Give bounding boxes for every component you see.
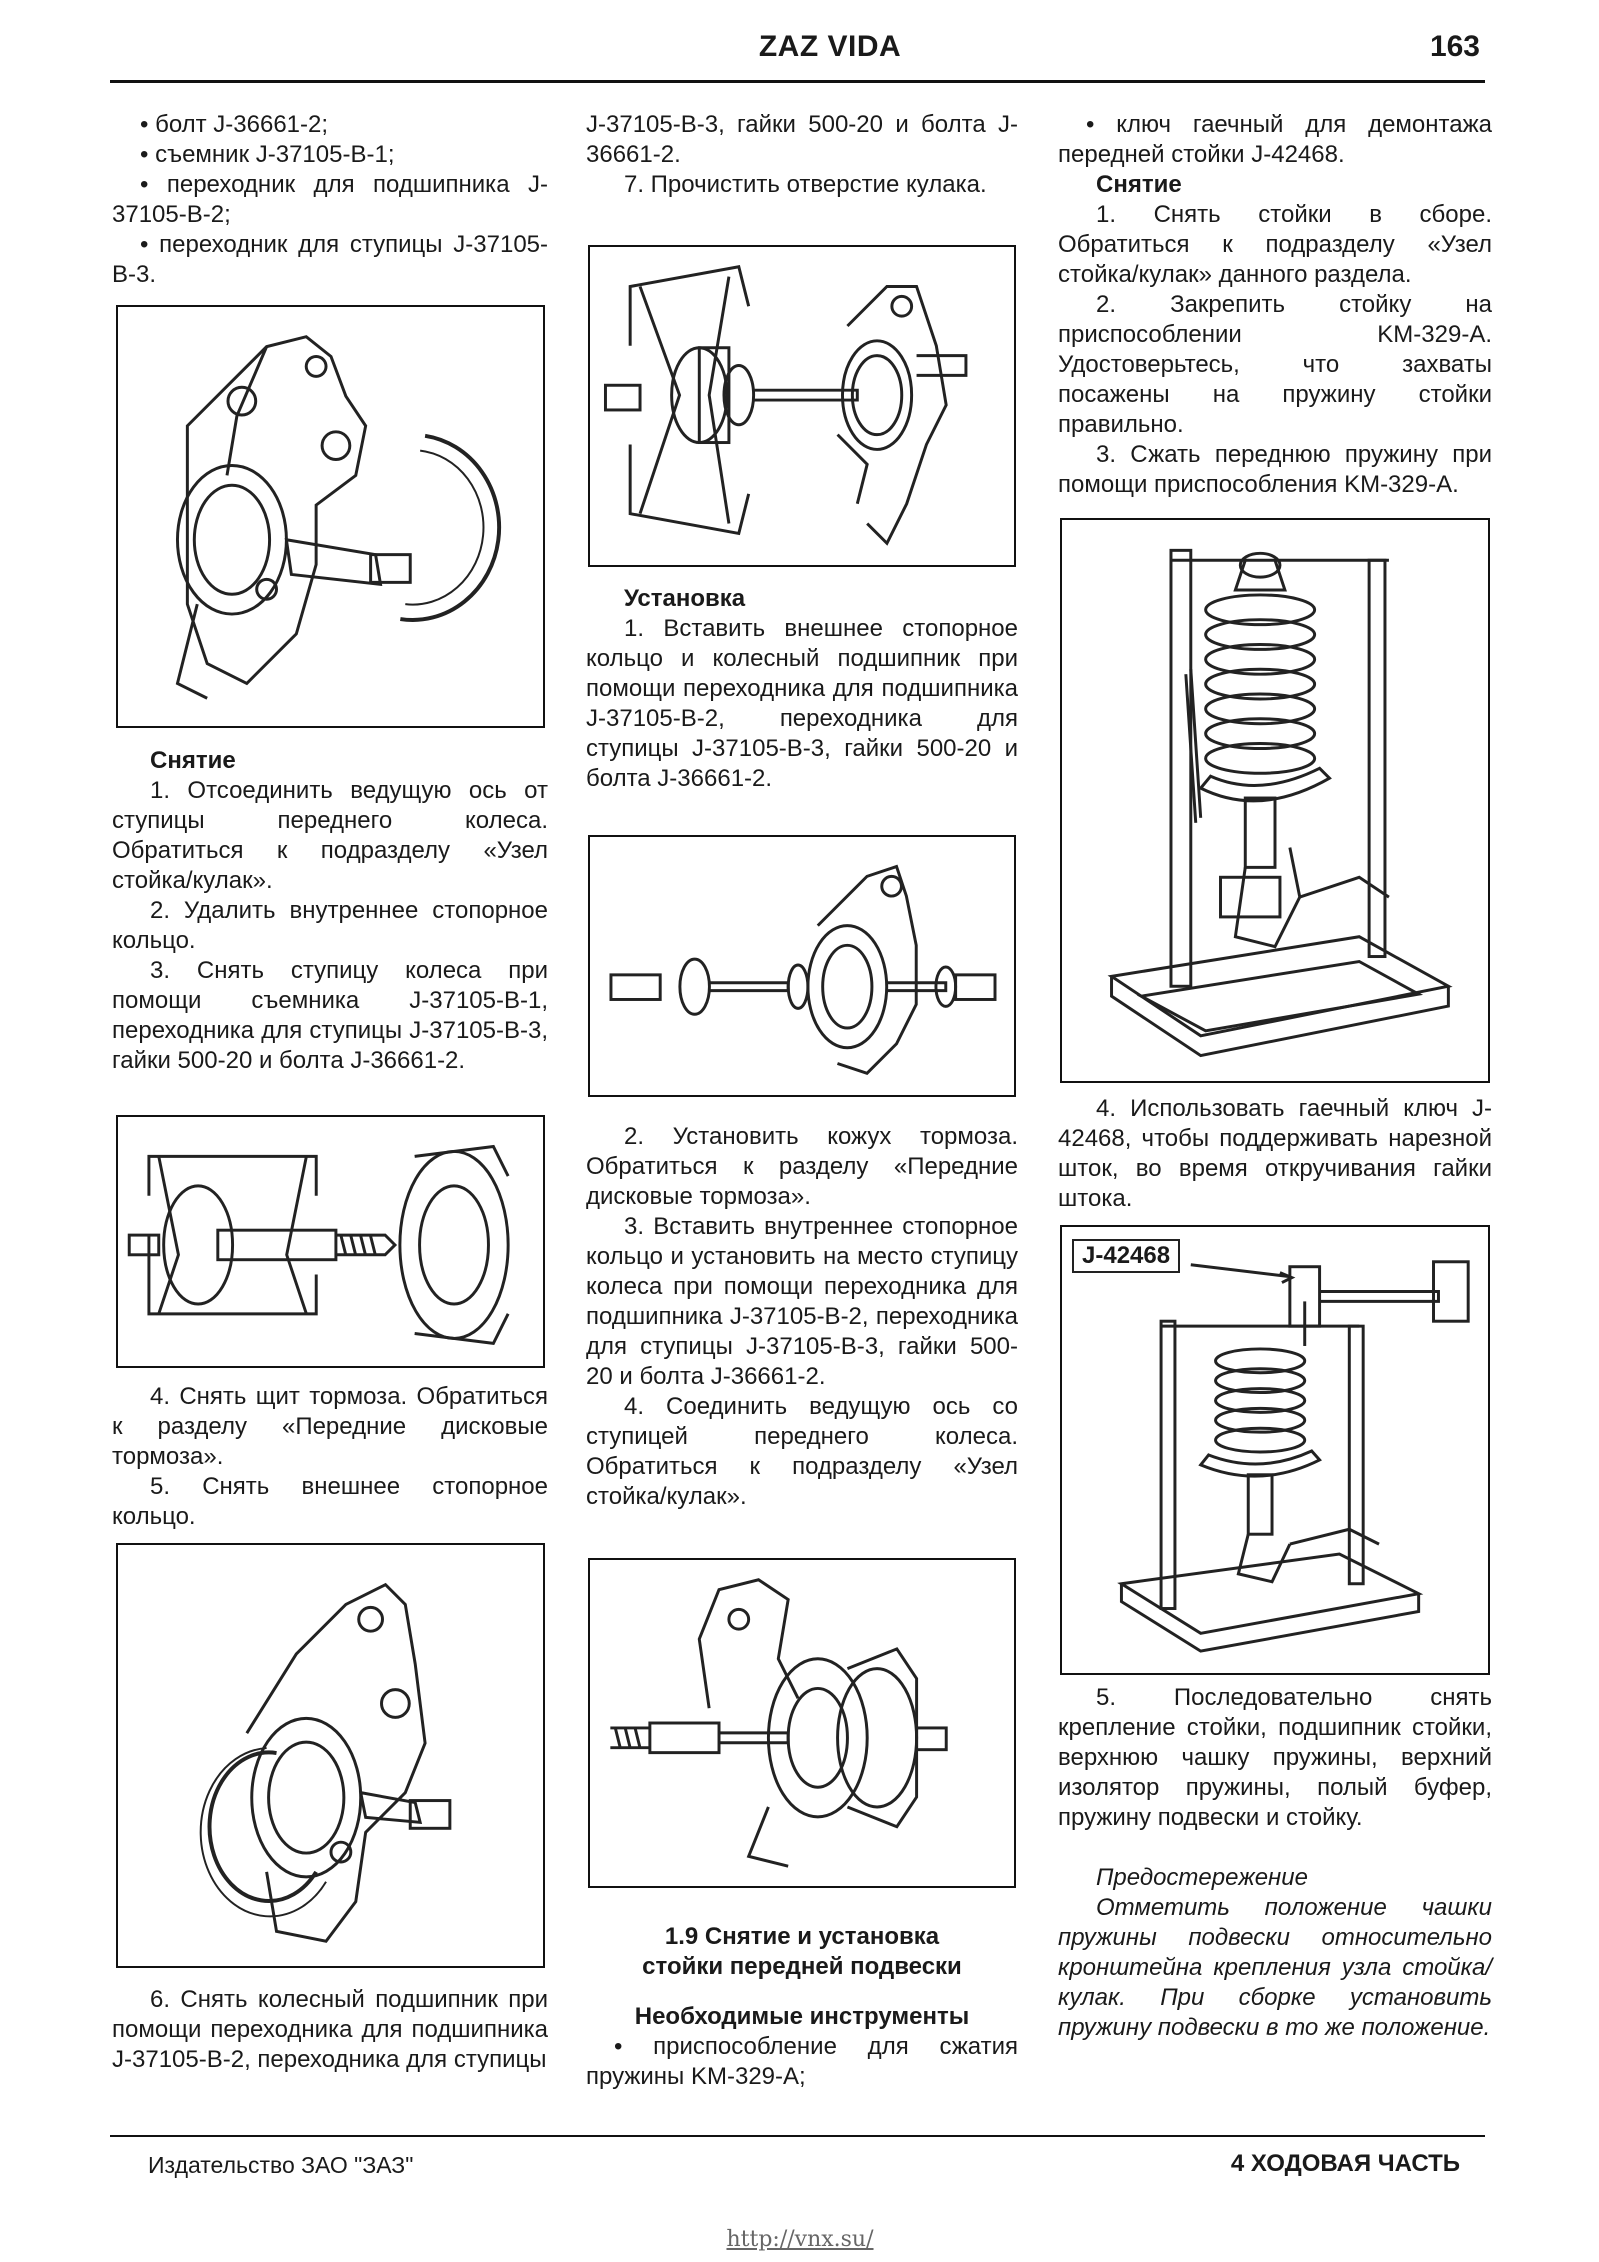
- running-header-title: ZAZ VIDA: [758, 30, 902, 63]
- step-text: 3. Сжать переднюю пружину при помощи приспособления KM-329-A.: [1058, 441, 1492, 498]
- step-text: 6. Снять колесный подшипник при помощи переходника для подшипника J-37105-B-2, переходника для ступицы: [112, 1986, 548, 2073]
- column-1-top: [112, 110, 548, 290]
- outer-retaining-ring-illustration: [118, 1545, 543, 1966]
- column-1-middle: [112, 740, 548, 1076]
- column-2-bottom: [586, 1922, 1018, 2092]
- step-text: 2. Удалить внутреннее стопорное кольцо.: [112, 897, 548, 954]
- step-text: 1. Отсоединить ведущую ось от ступицы переднего колеса. Обратиться к подразделу «Узел стойка/кулак».: [112, 777, 548, 894]
- step-text: 2. Установить кожух тормоза. Обратиться к разделу «Передние дисковые тормоза».: [586, 1123, 1018, 1210]
- bearing-press-out-illustration: [590, 247, 1014, 565]
- subheading-removal: Снятие: [150, 747, 236, 774]
- subheading-installation: Установка: [624, 585, 746, 612]
- bearing-press-in-illustration: [590, 837, 1014, 1095]
- footer-rule: [110, 2135, 1485, 2137]
- caution-text: Отметить положение чашки пружины подвески относительно кронштейна крепления узла стойка/кулак. При сборке установить пружину подвески в то же положение.: [1058, 1894, 1492, 2041]
- column-2-top: [586, 110, 1018, 200]
- figure-hub-install: [588, 1558, 1016, 1888]
- column-2-install: [586, 578, 1018, 794]
- figure-bearing-press-out: [588, 245, 1016, 567]
- spring-compressor-illustration: [1062, 520, 1488, 1081]
- footer-url-link[interactable]: http://vnx.su/: [726, 2227, 874, 2252]
- subheading-removal: Снятие: [1096, 171, 1182, 198]
- step-text: 2. Закрепить стойку на приспособлении KM-329-A. Удостоверьтесь, что захваты посажены на пружину стойки правильно.: [1058, 291, 1492, 438]
- hub-install-illustration: [590, 1560, 1014, 1886]
- tool-list-item: • съемник J-37105-B-1;: [140, 141, 395, 168]
- column-2-install-cont: [586, 1122, 1018, 1512]
- step-text: 3. Вставить внутреннее стопорное кольцо и установить на место ступицу колеса при помощи переходника для подшипника J-37105-B-2, переходника для ступицы J-37105-B-3, гайки 500-20 и болта J-36661-2.: [586, 1213, 1018, 1390]
- step-text: 4. Использовать гаечный ключ J-42468, чтобы поддерживать нарезной шток, во время откручивания гайки штока.: [1058, 1095, 1492, 1212]
- hub-puller-illustration: [118, 1117, 543, 1366]
- tool-list-item: • болт J-36661-2;: [140, 111, 329, 138]
- column-3-middle: [1058, 1094, 1492, 1214]
- tool-callout-label: J-42468: [1072, 1239, 1180, 1273]
- tool-list-item: • переходник для ступицы J-37105-B-3.: [112, 231, 548, 288]
- knuckle-retaining-ring-illustration: [118, 307, 543, 726]
- column-1-lower: [112, 1382, 548, 1532]
- footer-section: 4 ХОДОВАЯ ЧАСТЬ: [1230, 2150, 1460, 2177]
- column-3-bottom: [1058, 1683, 1492, 2043]
- step-text: 4. Соединить ведущую ось со ступицей переднего колеса. Обратиться к подразделу «Узел стойка/кулак».: [586, 1393, 1018, 1510]
- column-1-bottom: [112, 1985, 548, 2075]
- column-3-top: [1058, 110, 1492, 500]
- footer-publisher: Издательство ЗАО "ЗАЗ": [148, 2152, 414, 2178]
- figure-strut-wrench: [1060, 1225, 1490, 1675]
- tool-list-item: • приспособление для сжатия пружины KM-329-A;: [586, 2033, 1018, 2090]
- figure-hub-puller: [116, 1115, 545, 1368]
- step-text: 7. Прочистить отверстие кулака.: [624, 171, 987, 198]
- step-text: 5. Снять внешнее стопорное кольцо.: [112, 1473, 548, 1530]
- figure-outer-retaining-ring: [116, 1543, 545, 1968]
- step-text: 1. Снять стойки в сборе. Обратиться к подразделу «Узел стойка/кулак» данного раздела.: [1058, 201, 1492, 288]
- step-text: 1. Вставить внешнее стопорное кольцо и колесный подшипник при помощи переходника для подшипника J-37105-B-2, переходника для ступицы J-37105-B-3, гайки 500-20 и болта J-36661-2.: [586, 615, 1018, 792]
- caution-heading: Предостережение: [1096, 1864, 1308, 1891]
- step-text: 5. Последовательно снять крепление стойки, подшипник стойки, верхнюю чашку пружины, верхний изолятор пружины, полый буфер, пружину подвески и стойку.: [1058, 1684, 1492, 1831]
- strut-wrench-illustration: [1062, 1227, 1488, 1673]
- figure-knuckle-retaining-ring: [116, 305, 545, 728]
- tool-list-item: • ключ гаечный для демонтажа передней стойки J-42468.: [1058, 111, 1492, 168]
- section-title: стойки передней подвески: [642, 1953, 962, 1980]
- page-number: 163: [1429, 30, 1480, 63]
- figure-bearing-press-in: [588, 835, 1016, 1097]
- figure-spring-compressor: [1060, 518, 1490, 1083]
- header-rule: [110, 80, 1485, 83]
- step-text: J-37105-B-3, гайки 500-20 и болта J-36661-2.: [586, 111, 1018, 168]
- section-title: 1.9 Снятие и установка: [664, 1923, 940, 1950]
- tool-list-item: • переходник для подшипника J-37105-B-2;: [112, 171, 548, 228]
- step-text: 3. Снять ступицу колеса при помощи съемника J-37105-B-1, переходника для ступицы J-37105-B-3, гайки 500-20 и болта J-36661-2.: [112, 957, 548, 1074]
- subheading-tools: Необходимые инструменты: [634, 2003, 970, 2030]
- step-text: 4. Снять щит тормоза. Обратиться к разделу «Передние дисковые тормоза».: [112, 1383, 548, 1470]
